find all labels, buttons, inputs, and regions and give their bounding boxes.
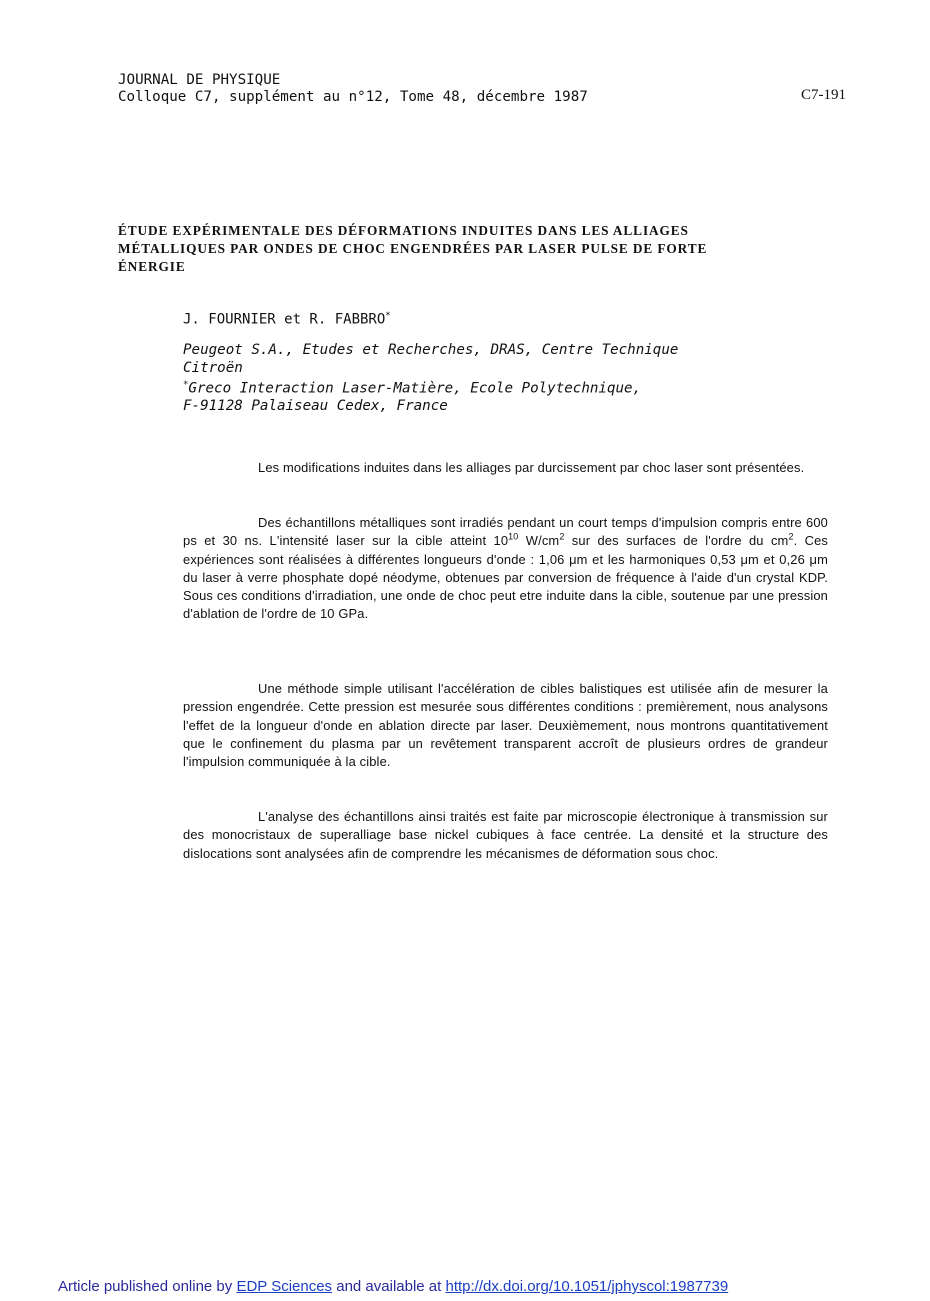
- authors: [183, 311, 391, 328]
- affiliation-line: Citroën: [183, 359, 243, 376]
- abstract-paragraph: L'analyse des échantillons ainsi traités est faite par microscopie électronique à transmission sur des monocristaux de superalliage base nickel cubiques à face centrée. La densité et la structure des dislocations sont analysées afin de comprendre les mécanismes de déformation sous choc.: [183, 809, 828, 861]
- title-line: ÉTUDE EXPÉRIMENTALE DES DÉFORMATIONS INDUITES DANS LES ALLIAGES: [118, 223, 689, 238]
- abstract-paragraph: Les modifications induites dans les alliages par durcissement par choc laser sont présentées.: [258, 460, 805, 475]
- article-title: [118, 222, 808, 276]
- publisher-link[interactable]: EDP Sciences: [236, 1278, 333, 1295]
- author-names: J. FOURNIER et R. FABBRO: [183, 311, 386, 328]
- exponent: 2: [559, 532, 565, 542]
- journal-name: JOURNAL DE PHYSIQUE: [118, 72, 281, 88]
- title-line: MÉTALLIQUES PAR ONDES DE CHOC ENGENDRÉES PAR LASER PULSE DE FORTE: [118, 241, 708, 256]
- abstract-paragraph: Une méthode simple utilisant l'accélération de cibles balistiques est utilisée afin de mesurer la pression engendrée. Cette pression est mesurée sous différentes conditions : premièrement, nous analysons l'effet de la longueur d'onde en ablation directe par laser. Deuxièmement, nous montrons quantitativement que le confinement du plasma par un revêtement transparent accroît de plusieurs ordres de grandeur l'impulsion communiquée à la cible.: [183, 681, 828, 770]
- affiliation-line: *Greco Interaction Laser-Matière, Ecole Polytechnique,: [183, 380, 642, 397]
- page-number: C7-191: [801, 87, 846, 103]
- journal-header: [118, 72, 588, 106]
- affiliation-line: Peugeot S.A., Etudes et Recherches, DRAS, Centre Technique: [183, 342, 679, 358]
- doi-link[interactable]: http://dx.doi.org/10.1051/jphyscol:1987739: [445, 1278, 729, 1295]
- exponent: 2: [788, 532, 794, 542]
- title-line: ÉNERGIE: [118, 259, 186, 274]
- affiliation-mark: *: [385, 311, 391, 321]
- affiliation-mark: *: [183, 380, 189, 390]
- abstract-paragraph: Des échantillons métalliques sont irradiés pendant un court temps d'impulsion compris entre 600 ps et 30 ns. L'intensité laser sur la cible atteint $10^{10}$ $W/cm^2$ sur des surfaces de l'ordre du $cm^2$. Ces expériences sont réalisées à différentes longueurs d'onde : 1,06 μm et les harmoniques 0,53 μm et 0,26 μm du laser à verre phosphate dopé néodyme, obtenues par conversion de fréquence à l'aide d'un crystal KDP. Sous ces conditions d'irradiation, une onde de choc peut etre induite dans la cible, soutenue par une pression d'ablation de l'ordre de 10 GPa.: [183, 515, 829, 622]
- publication-footer: Article published online by EDP Sciences and available at http://dx.doi.org/10.1051/jphyscol:1987739: [58, 1278, 729, 1295]
- affiliation-line: F-91128 Palaiseau Cedex, France: [183, 398, 448, 415]
- exponent: 10: [508, 532, 519, 542]
- affiliations: [183, 342, 678, 416]
- journal-issue: Colloque C7, supplément au n°12, Tome 48, décembre 1987: [118, 89, 588, 105]
